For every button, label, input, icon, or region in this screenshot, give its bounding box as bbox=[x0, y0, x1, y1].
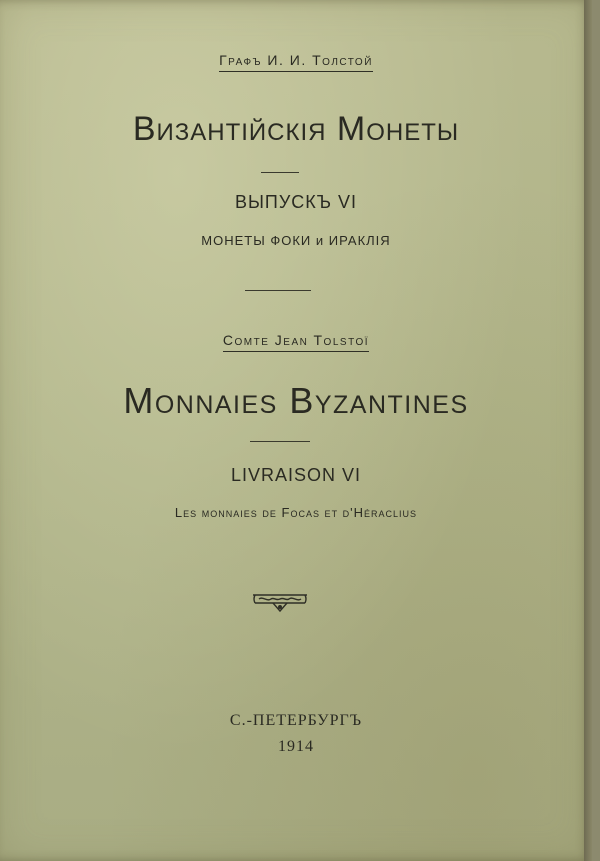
subtitle-russian: МОНЕТЫ ФОКИ и ИРАКЛІЯ bbox=[201, 233, 391, 248]
divider-3 bbox=[250, 441, 310, 442]
author-french-text: Comte Jean Tolstoï bbox=[223, 332, 369, 352]
imprint-year: 1914 bbox=[278, 738, 314, 755]
issue-french: LIVRAISON VI bbox=[230, 465, 362, 485]
author-french bbox=[0, 332, 592, 352]
title-french: Monnaies Byzantines bbox=[123, 380, 469, 421]
divider-1 bbox=[261, 172, 299, 173]
ornament-icon bbox=[251, 590, 309, 616]
subtitle-french: Les monnaies de Focas et d'Héraclius bbox=[174, 505, 418, 520]
author-russian bbox=[0, 52, 592, 72]
author-russian-text: Графъ И. И. Толстой bbox=[219, 52, 373, 72]
title-russian: Византійскія Монеты bbox=[132, 110, 460, 148]
imprint-city: С.-ПЕТЕРБУРГЪ bbox=[229, 712, 363, 729]
issue-russian: ВЫПУСКЪ VI bbox=[234, 192, 358, 212]
divider-2 bbox=[245, 290, 311, 291]
